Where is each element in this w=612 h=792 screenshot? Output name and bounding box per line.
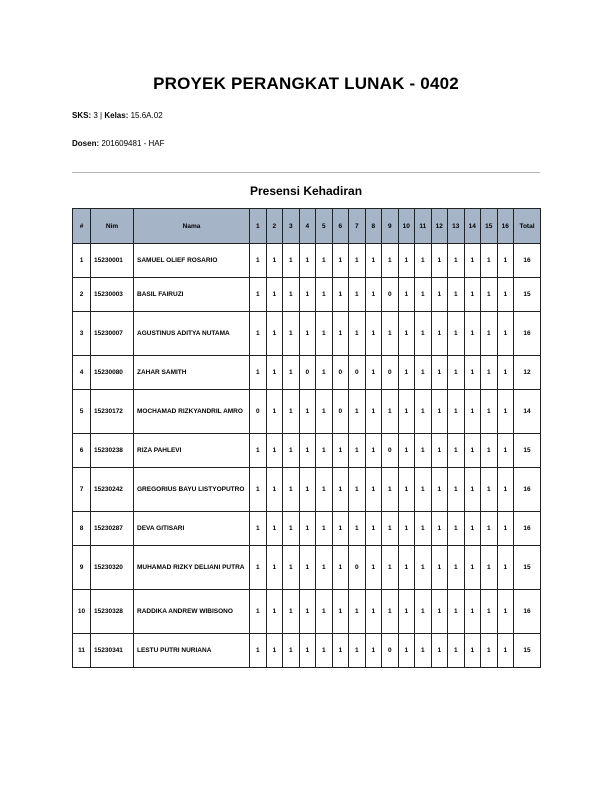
session-cell: 1 xyxy=(464,278,481,312)
nim-cell: 15230341 xyxy=(91,634,134,668)
session-cell: 1 xyxy=(448,634,465,668)
session-cell: 1 xyxy=(464,312,481,356)
total-cell: 16 xyxy=(514,244,541,278)
session-cell: 1 xyxy=(398,546,415,590)
table-row xyxy=(73,546,541,590)
session-cell: 1 xyxy=(266,468,283,512)
session-cell: 1 xyxy=(349,278,366,312)
column-header: 14 xyxy=(464,209,481,244)
column-header: Nim xyxy=(91,209,134,244)
session-cell: 1 xyxy=(349,390,366,434)
session-cell: 1 xyxy=(431,434,448,468)
session-cell: 1 xyxy=(316,434,333,468)
session-cell: 1 xyxy=(448,278,465,312)
row-number: 4 xyxy=(73,356,91,390)
column-header: 12 xyxy=(431,209,448,244)
session-cell: 1 xyxy=(481,434,498,468)
session-cell: 1 xyxy=(266,434,283,468)
session-cell: 1 xyxy=(316,390,333,434)
session-cell: 1 xyxy=(349,312,366,356)
total-cell: 15 xyxy=(514,434,541,468)
session-cell: 1 xyxy=(497,546,514,590)
session-cell: 1 xyxy=(481,468,498,512)
session-cell: 1 xyxy=(332,244,349,278)
session-cell: 1 xyxy=(332,312,349,356)
session-cell: 1 xyxy=(382,312,399,356)
session-cell: 1 xyxy=(266,590,283,634)
session-cell: 1 xyxy=(299,244,316,278)
column-header: 16 xyxy=(497,209,514,244)
row-number: 1 xyxy=(73,244,91,278)
row-number: 7 xyxy=(73,468,91,512)
session-cell: 1 xyxy=(497,390,514,434)
column-header: 1 xyxy=(250,209,267,244)
total-cell: 15 xyxy=(514,546,541,590)
session-cell: 1 xyxy=(283,312,300,356)
session-cell: 1 xyxy=(332,468,349,512)
nim-cell: 15230287 xyxy=(91,512,134,546)
session-cell: 1 xyxy=(365,312,382,356)
session-cell: 1 xyxy=(349,244,366,278)
session-cell: 1 xyxy=(481,312,498,356)
column-header: 5 xyxy=(316,209,333,244)
nim-cell: 15230320 xyxy=(91,546,134,590)
session-cell: 1 xyxy=(382,468,399,512)
session-cell: 0 xyxy=(332,390,349,434)
session-cell: 1 xyxy=(316,244,333,278)
session-cell: 1 xyxy=(316,634,333,668)
column-header: 4 xyxy=(299,209,316,244)
session-cell: 1 xyxy=(415,356,432,390)
session-cell: 1 xyxy=(266,244,283,278)
session-cell: 1 xyxy=(250,590,267,634)
session-cell: 1 xyxy=(299,312,316,356)
sks-value: 3 xyxy=(93,111,98,120)
session-cell: 1 xyxy=(431,546,448,590)
total-cell: 16 xyxy=(514,512,541,546)
session-cell: 0 xyxy=(250,390,267,434)
session-cell: 1 xyxy=(398,278,415,312)
session-cell: 0 xyxy=(299,356,316,390)
total-cell: 14 xyxy=(514,390,541,434)
session-cell: 1 xyxy=(299,468,316,512)
session-cell: 1 xyxy=(398,512,415,546)
session-cell: 1 xyxy=(365,278,382,312)
session-cell: 1 xyxy=(316,546,333,590)
nim-cell: 15230003 xyxy=(91,278,134,312)
course-info xyxy=(72,111,163,120)
session-cell: 1 xyxy=(299,434,316,468)
session-cell: 1 xyxy=(497,244,514,278)
session-cell: 1 xyxy=(464,634,481,668)
session-cell: 1 xyxy=(415,390,432,434)
nama-cell: AGUSTINUS ADITYA NUTAMA xyxy=(134,312,250,356)
session-cell: 1 xyxy=(431,312,448,356)
table-row xyxy=(73,434,541,468)
session-cell: 1 xyxy=(250,244,267,278)
session-cell: 1 xyxy=(316,590,333,634)
session-cell: 1 xyxy=(332,512,349,546)
session-cell: 1 xyxy=(448,546,465,590)
session-cell: 1 xyxy=(349,590,366,634)
kelas-label: Kelas: xyxy=(104,111,129,120)
session-cell: 1 xyxy=(316,312,333,356)
session-cell: 1 xyxy=(250,434,267,468)
session-cell: 1 xyxy=(448,434,465,468)
nim-cell: 15230242 xyxy=(91,468,134,512)
column-header: 11 xyxy=(415,209,432,244)
row-number: 8 xyxy=(73,512,91,546)
session-cell: 1 xyxy=(365,512,382,546)
column-header: 2 xyxy=(266,209,283,244)
table-row xyxy=(73,312,541,356)
session-cell: 1 xyxy=(497,634,514,668)
session-cell: 1 xyxy=(398,356,415,390)
session-cell: 1 xyxy=(283,546,300,590)
session-cell: 1 xyxy=(464,244,481,278)
column-header: 7 xyxy=(349,209,366,244)
row-number: 10 xyxy=(73,590,91,634)
page-title: PROYEK PERANGKAT LUNAK - 0402 xyxy=(153,74,459,93)
session-cell: 1 xyxy=(415,512,432,546)
session-cell: 1 xyxy=(398,468,415,512)
session-cell: 1 xyxy=(365,590,382,634)
table-row xyxy=(73,468,541,512)
nama-cell: RIZA PAHLEVI xyxy=(134,434,250,468)
table-row xyxy=(73,590,541,634)
session-cell: 1 xyxy=(431,512,448,546)
session-cell: 0 xyxy=(382,356,399,390)
session-cell: 1 xyxy=(481,546,498,590)
session-cell: 1 xyxy=(365,390,382,434)
session-cell: 1 xyxy=(415,244,432,278)
session-cell: 1 xyxy=(266,390,283,434)
total-cell: 16 xyxy=(514,590,541,634)
session-cell: 1 xyxy=(266,512,283,546)
session-cell: 0 xyxy=(332,356,349,390)
session-cell: 1 xyxy=(299,590,316,634)
session-cell: 1 xyxy=(266,634,283,668)
session-cell: 1 xyxy=(497,512,514,546)
table-row xyxy=(73,512,541,546)
nim-cell: 15230007 xyxy=(91,312,134,356)
session-cell: 1 xyxy=(283,468,300,512)
session-cell: 1 xyxy=(415,590,432,634)
session-cell: 0 xyxy=(382,278,399,312)
session-cell: 1 xyxy=(349,468,366,512)
column-header: Total xyxy=(514,209,541,244)
session-cell: 1 xyxy=(332,634,349,668)
session-cell: 1 xyxy=(283,590,300,634)
session-cell: 1 xyxy=(448,468,465,512)
session-cell: 1 xyxy=(250,634,267,668)
session-cell: 1 xyxy=(349,634,366,668)
session-cell: 1 xyxy=(497,356,514,390)
nim-cell: 15230080 xyxy=(91,356,134,390)
nama-cell: DEVA GITISARI xyxy=(134,512,250,546)
session-cell: 1 xyxy=(448,244,465,278)
session-cell: 1 xyxy=(382,390,399,434)
session-cell: 1 xyxy=(415,634,432,668)
session-cell: 1 xyxy=(464,468,481,512)
row-number: 9 xyxy=(73,546,91,590)
session-cell: 1 xyxy=(481,356,498,390)
dosen-label: Dosen: xyxy=(72,139,100,148)
session-cell: 1 xyxy=(250,278,267,312)
session-cell: 1 xyxy=(266,546,283,590)
session-cell: 1 xyxy=(266,312,283,356)
session-cell: 1 xyxy=(332,434,349,468)
session-cell: 1 xyxy=(481,590,498,634)
session-cell: 1 xyxy=(497,590,514,634)
session-cell: 1 xyxy=(398,590,415,634)
session-cell: 1 xyxy=(283,390,300,434)
session-cell: 1 xyxy=(382,546,399,590)
session-cell: 1 xyxy=(316,356,333,390)
column-header: 13 xyxy=(448,209,465,244)
session-cell: 1 xyxy=(349,512,366,546)
session-cell: 1 xyxy=(481,512,498,546)
session-cell: 1 xyxy=(481,244,498,278)
session-cell: 1 xyxy=(448,590,465,634)
nama-cell: LESTU PUTRI NURIANA xyxy=(134,634,250,668)
session-cell: 1 xyxy=(316,278,333,312)
session-cell: 1 xyxy=(464,512,481,546)
nama-cell: BASIL FAIRUZI xyxy=(134,278,250,312)
column-header: 15 xyxy=(481,209,498,244)
nama-cell: GREGORIUS BAYU LISTYOPUTRO xyxy=(134,468,250,512)
session-cell: 1 xyxy=(497,468,514,512)
session-cell: 1 xyxy=(497,312,514,356)
session-cell: 0 xyxy=(349,356,366,390)
session-cell: 1 xyxy=(431,634,448,668)
divider xyxy=(72,172,540,173)
row-number: 5 xyxy=(73,390,91,434)
session-cell: 1 xyxy=(299,546,316,590)
session-cell: 1 xyxy=(481,390,498,434)
session-cell: 1 xyxy=(365,434,382,468)
nama-cell: RADDIKA ANDREW WIBISONO xyxy=(134,590,250,634)
session-cell: 1 xyxy=(299,390,316,434)
session-cell: 1 xyxy=(431,356,448,390)
row-number: 3 xyxy=(73,312,91,356)
table-row xyxy=(73,278,541,312)
column-header: 9 xyxy=(382,209,399,244)
session-cell: 1 xyxy=(415,278,432,312)
session-cell: 1 xyxy=(431,590,448,634)
nama-cell: SAMUEL OLIEF ROSARIO xyxy=(134,244,250,278)
session-cell: 1 xyxy=(431,390,448,434)
session-cell: 1 xyxy=(415,434,432,468)
total-cell: 12 xyxy=(514,356,541,390)
session-cell: 1 xyxy=(283,512,300,546)
table-row xyxy=(73,634,541,668)
lecturer-info xyxy=(72,139,165,148)
session-cell: 1 xyxy=(250,356,267,390)
total-cell: 16 xyxy=(514,312,541,356)
column-header: # xyxy=(73,209,91,244)
session-cell: 1 xyxy=(283,356,300,390)
dosen-value: 201609481 - HAF xyxy=(101,139,165,148)
session-cell: 1 xyxy=(415,546,432,590)
session-cell: 0 xyxy=(382,434,399,468)
session-cell: 1 xyxy=(497,278,514,312)
session-cell: 1 xyxy=(415,468,432,512)
session-cell: 1 xyxy=(415,312,432,356)
nama-cell: ZAHAR SAMITH xyxy=(134,356,250,390)
session-cell: 1 xyxy=(283,634,300,668)
session-cell: 1 xyxy=(398,634,415,668)
session-cell: 1 xyxy=(365,634,382,668)
session-cell: 1 xyxy=(481,634,498,668)
total-cell: 15 xyxy=(514,278,541,312)
session-cell: 1 xyxy=(365,244,382,278)
session-cell: 1 xyxy=(283,434,300,468)
sks-label: SKS: xyxy=(72,111,92,120)
session-cell: 0 xyxy=(349,546,366,590)
session-cell: 1 xyxy=(398,434,415,468)
session-cell: 1 xyxy=(266,278,283,312)
session-cell: 1 xyxy=(332,546,349,590)
column-header: Nama xyxy=(134,209,250,244)
session-cell: 1 xyxy=(299,512,316,546)
session-cell: 1 xyxy=(464,356,481,390)
table-row xyxy=(73,390,541,434)
session-cell: 1 xyxy=(349,434,366,468)
session-cell: 1 xyxy=(250,312,267,356)
session-cell: 1 xyxy=(464,590,481,634)
nama-cell: MOCHAMAD RIZKYANDRIL AMRO xyxy=(134,390,250,434)
column-header: 3 xyxy=(283,209,300,244)
nim-cell: 15230238 xyxy=(91,434,134,468)
session-cell: 1 xyxy=(481,278,498,312)
session-cell: 1 xyxy=(431,468,448,512)
session-cell: 1 xyxy=(299,278,316,312)
session-cell: 1 xyxy=(448,512,465,546)
session-cell: 1 xyxy=(365,546,382,590)
column-header: 8 xyxy=(365,209,382,244)
session-cell: 1 xyxy=(464,546,481,590)
nama-cell: MUHAMAD RIZKY DELIANI PUTRA xyxy=(134,546,250,590)
table-row xyxy=(73,244,541,278)
session-cell: 1 xyxy=(398,244,415,278)
row-number: 11 xyxy=(73,634,91,668)
session-cell: 1 xyxy=(283,278,300,312)
total-cell: 16 xyxy=(514,468,541,512)
attendance-table xyxy=(72,208,541,668)
session-cell: 1 xyxy=(283,244,300,278)
row-number: 6 xyxy=(73,434,91,468)
session-cell: 1 xyxy=(448,312,465,356)
total-cell: 15 xyxy=(514,634,541,668)
row-number: 2 xyxy=(73,278,91,312)
column-header: 6 xyxy=(332,209,349,244)
session-cell: 0 xyxy=(382,634,399,668)
kelas-value: 15.6A.02 xyxy=(130,111,163,120)
session-cell: 1 xyxy=(431,244,448,278)
session-cell: 1 xyxy=(382,512,399,546)
session-cell: 1 xyxy=(448,390,465,434)
separator: | xyxy=(100,111,103,120)
session-cell: 1 xyxy=(398,312,415,356)
session-cell: 1 xyxy=(464,390,481,434)
nim-cell: 15230001 xyxy=(91,244,134,278)
nim-cell: 15230172 xyxy=(91,390,134,434)
table-header-row xyxy=(73,209,541,244)
session-cell: 1 xyxy=(316,512,333,546)
session-cell: 1 xyxy=(365,468,382,512)
section-title: Presensi Kehadiran xyxy=(249,184,363,198)
session-cell: 1 xyxy=(382,244,399,278)
session-cell: 1 xyxy=(497,434,514,468)
session-cell: 1 xyxy=(250,468,267,512)
column-header: 10 xyxy=(398,209,415,244)
session-cell: 1 xyxy=(365,356,382,390)
session-cell: 1 xyxy=(382,590,399,634)
session-cell: 1 xyxy=(250,546,267,590)
session-cell: 1 xyxy=(332,590,349,634)
session-cell: 1 xyxy=(299,634,316,668)
session-cell: 1 xyxy=(464,434,481,468)
session-cell: 1 xyxy=(332,278,349,312)
session-cell: 1 xyxy=(448,356,465,390)
table-row xyxy=(73,356,541,390)
session-cell: 1 xyxy=(266,356,283,390)
session-cell: 1 xyxy=(431,278,448,312)
session-cell: 1 xyxy=(316,468,333,512)
session-cell: 1 xyxy=(250,512,267,546)
nim-cell: 15230328 xyxy=(91,590,134,634)
session-cell: 1 xyxy=(398,390,415,434)
